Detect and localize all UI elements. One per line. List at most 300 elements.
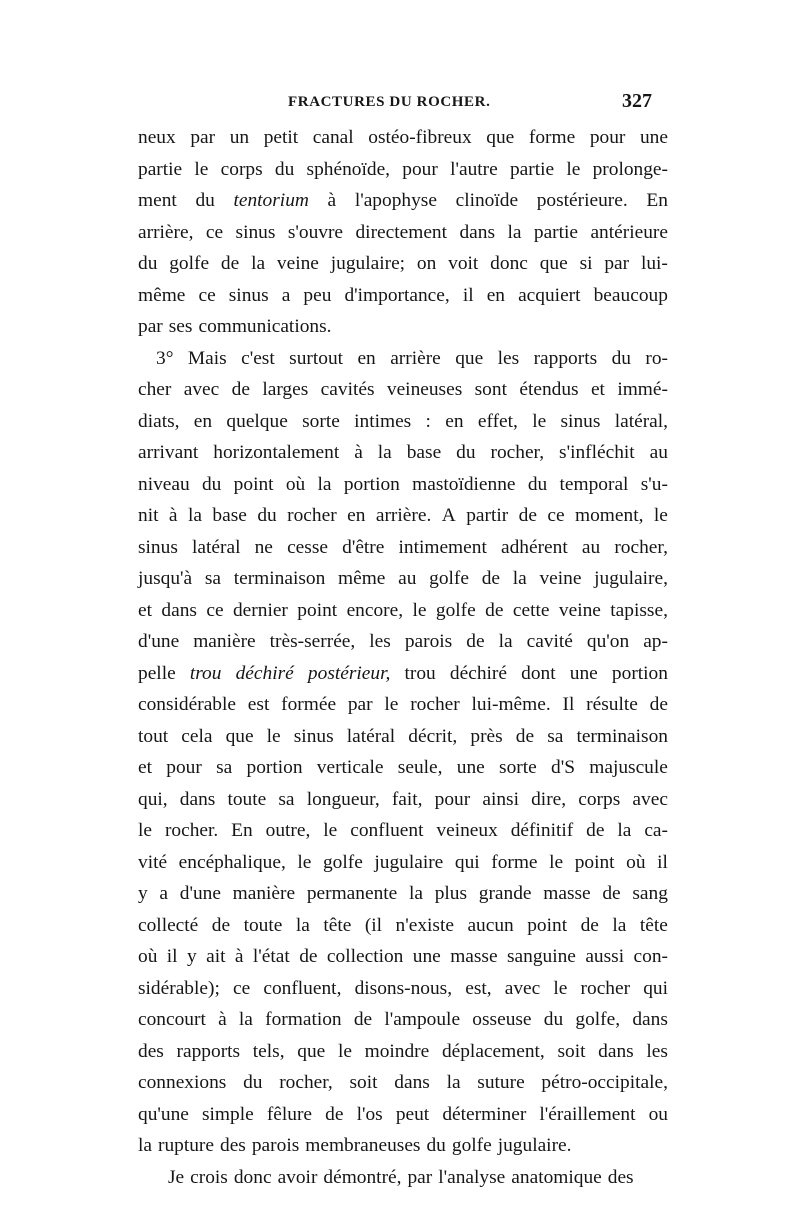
word: directement bbox=[355, 221, 448, 243]
word: avec bbox=[632, 788, 668, 810]
word: d'une bbox=[179, 883, 221, 904]
text-line bbox=[138, 721, 668, 753]
word: majuscule bbox=[589, 757, 668, 778]
word: mastoïdienne bbox=[412, 473, 516, 495]
word: peu bbox=[303, 284, 332, 306]
word: sinus bbox=[228, 284, 269, 306]
word: de bbox=[466, 631, 485, 652]
word: ait bbox=[206, 946, 226, 967]
word: des bbox=[138, 1040, 164, 1062]
word: déchiré bbox=[449, 662, 507, 684]
word: sidérable); bbox=[138, 977, 220, 999]
word: prolonge- bbox=[592, 158, 668, 180]
word: seule, bbox=[397, 757, 443, 778]
word: dans bbox=[161, 599, 197, 621]
word: le bbox=[194, 158, 209, 180]
word: 3° bbox=[156, 347, 174, 369]
word: verticale bbox=[316, 757, 384, 778]
text-line bbox=[138, 1004, 668, 1036]
word: ce bbox=[206, 599, 224, 621]
word: la bbox=[238, 1009, 253, 1030]
word: où bbox=[138, 946, 158, 967]
word: neux bbox=[138, 127, 176, 148]
word: le bbox=[549, 851, 564, 873]
text-line bbox=[138, 1130, 668, 1162]
word: a bbox=[281, 284, 291, 306]
word: partie bbox=[138, 158, 183, 180]
word: du bbox=[201, 473, 222, 495]
word: au bbox=[398, 568, 417, 589]
word: terminaison bbox=[576, 725, 668, 747]
word: latéral bbox=[192, 536, 241, 558]
word: que bbox=[486, 127, 515, 148]
word: on bbox=[416, 253, 437, 274]
word: encore, bbox=[346, 599, 404, 621]
word: de bbox=[649, 694, 668, 715]
word: postérieure. bbox=[536, 190, 628, 211]
word: très-serrée, bbox=[269, 631, 356, 652]
text-line bbox=[138, 595, 668, 627]
word: acquiert bbox=[518, 284, 581, 306]
word: la bbox=[617, 820, 632, 841]
word: s'infléchit bbox=[559, 442, 635, 463]
word: résulte bbox=[586, 694, 638, 715]
word: de bbox=[485, 599, 504, 621]
word: et bbox=[138, 757, 152, 778]
word: ce bbox=[547, 505, 565, 526]
word: à bbox=[234, 946, 244, 967]
word: rapports bbox=[533, 347, 598, 369]
word: il bbox=[462, 284, 474, 306]
word: rocher. bbox=[164, 820, 219, 841]
word: diats, bbox=[138, 410, 180, 432]
word: de bbox=[586, 820, 605, 841]
word: en bbox=[486, 284, 505, 306]
word: de bbox=[299, 946, 318, 967]
word: en bbox=[445, 410, 464, 432]
word: donc bbox=[233, 1166, 272, 1188]
word: ment bbox=[138, 190, 177, 211]
word: du bbox=[138, 253, 158, 274]
word: c'est bbox=[241, 347, 275, 369]
word: sinus bbox=[293, 725, 334, 747]
word: lui- bbox=[640, 253, 668, 274]
text-line bbox=[138, 185, 668, 217]
word: par bbox=[138, 316, 163, 337]
word: veine bbox=[558, 599, 601, 621]
word: dans bbox=[459, 221, 495, 243]
word: peut bbox=[395, 1103, 430, 1125]
word: temporal bbox=[559, 473, 629, 495]
word: pour bbox=[166, 757, 202, 778]
word: dire, bbox=[531, 788, 567, 810]
word: cette bbox=[512, 599, 550, 621]
word: l'analyse bbox=[438, 1166, 506, 1188]
word: il bbox=[657, 851, 668, 873]
word: dans bbox=[394, 1072, 430, 1093]
word: ap- bbox=[643, 631, 668, 652]
word: de bbox=[518, 505, 537, 526]
word: de bbox=[220, 253, 240, 274]
word: près bbox=[470, 725, 503, 747]
word: nit bbox=[138, 505, 159, 526]
word: ce bbox=[205, 221, 224, 243]
word: au bbox=[649, 442, 668, 463]
word: l'apophyse bbox=[354, 190, 437, 211]
word: quelque bbox=[226, 410, 288, 432]
word: collection bbox=[326, 946, 404, 967]
word: moindre bbox=[364, 1040, 430, 1062]
word: rocher, bbox=[490, 442, 545, 463]
word: masse bbox=[450, 946, 498, 967]
word: où bbox=[626, 851, 646, 873]
word: pour bbox=[589, 127, 626, 148]
word: outre, bbox=[265, 820, 311, 841]
word: arrière. bbox=[375, 505, 432, 526]
word: partie bbox=[533, 221, 579, 243]
word: dont bbox=[521, 662, 556, 684]
word: rocher, bbox=[614, 536, 668, 558]
word: tête bbox=[639, 914, 668, 936]
word: le bbox=[266, 725, 281, 747]
word: au bbox=[581, 536, 601, 558]
word: cesse bbox=[287, 536, 328, 558]
text-line bbox=[138, 878, 668, 910]
word: postérieur, bbox=[307, 662, 391, 684]
word: de bbox=[231, 379, 250, 400]
word: corps bbox=[220, 158, 263, 180]
word: rocher bbox=[410, 694, 460, 715]
word: de bbox=[353, 1009, 373, 1030]
word: où bbox=[285, 473, 306, 495]
word: petit bbox=[263, 127, 299, 148]
word: dernier bbox=[232, 599, 288, 621]
word: le bbox=[566, 158, 581, 180]
text-line bbox=[138, 122, 668, 154]
word: la bbox=[498, 631, 513, 652]
word: d'importance, bbox=[344, 284, 450, 306]
word: base bbox=[212, 505, 247, 526]
word: clinoïde bbox=[455, 190, 519, 211]
word: qui, bbox=[138, 788, 168, 810]
word: l'os bbox=[356, 1103, 383, 1125]
word: des bbox=[220, 1135, 246, 1156]
word: de bbox=[481, 568, 501, 589]
word: une bbox=[456, 757, 485, 778]
word: à bbox=[218, 1009, 227, 1030]
word: d'S bbox=[551, 757, 575, 778]
word: jugulaire bbox=[374, 851, 444, 873]
word: est bbox=[247, 694, 270, 715]
text-line bbox=[138, 280, 668, 312]
word: veine bbox=[276, 253, 319, 274]
word: du bbox=[611, 347, 631, 369]
word: jugulaire. bbox=[497, 1135, 572, 1156]
word: du bbox=[456, 442, 476, 463]
text-line bbox=[138, 752, 668, 784]
word: à bbox=[354, 442, 363, 463]
word: ne bbox=[254, 536, 273, 558]
word: de bbox=[325, 1103, 344, 1125]
word: toute bbox=[227, 788, 267, 810]
text-line bbox=[138, 941, 668, 973]
word: pour bbox=[402, 158, 438, 180]
text-line bbox=[138, 469, 668, 501]
word: intimes bbox=[354, 410, 412, 432]
text-line bbox=[138, 847, 668, 879]
text-line bbox=[138, 563, 668, 595]
word: que bbox=[539, 253, 568, 274]
word: que bbox=[455, 347, 484, 369]
word: avoir bbox=[277, 1166, 318, 1188]
word: portion bbox=[246, 757, 303, 778]
word: ce bbox=[198, 284, 216, 306]
word: par bbox=[190, 127, 216, 148]
word: sa bbox=[204, 568, 221, 589]
word: tentorium bbox=[233, 190, 309, 211]
word: d'être bbox=[342, 536, 385, 558]
word: en bbox=[357, 347, 376, 369]
text-line bbox=[138, 437, 668, 469]
word: tête bbox=[323, 914, 352, 936]
text-line bbox=[138, 784, 668, 816]
text-line bbox=[138, 1099, 668, 1131]
word: déterminer bbox=[442, 1103, 527, 1125]
word: (il bbox=[364, 914, 383, 936]
word: ostéo-fibreux bbox=[368, 127, 472, 148]
text-line bbox=[138, 500, 668, 532]
word: Mais bbox=[187, 347, 227, 369]
text-line bbox=[138, 689, 668, 721]
word: l'état bbox=[252, 946, 290, 967]
word: golfe bbox=[435, 599, 476, 621]
word: rocher bbox=[287, 505, 337, 526]
word: la bbox=[512, 568, 527, 589]
word: dans bbox=[179, 788, 216, 810]
word: vité bbox=[138, 851, 168, 873]
word: point bbox=[527, 914, 568, 936]
word: masse bbox=[543, 883, 591, 904]
word: donc bbox=[490, 253, 528, 274]
word: ro- bbox=[645, 347, 668, 369]
word: et bbox=[138, 599, 152, 621]
word: l'éraillement bbox=[539, 1103, 636, 1125]
word: sphénoïde, bbox=[306, 158, 391, 180]
word: sa bbox=[278, 788, 295, 810]
text-line bbox=[138, 1067, 668, 1099]
word: rocher bbox=[580, 977, 631, 999]
word: de bbox=[211, 914, 231, 936]
word: la bbox=[317, 473, 332, 495]
word: d'une bbox=[138, 631, 180, 652]
text-line bbox=[138, 248, 668, 280]
word: niveau bbox=[138, 473, 190, 495]
word: le bbox=[532, 410, 547, 432]
text-line bbox=[138, 815, 668, 847]
word: étendus bbox=[519, 379, 579, 400]
word: les bbox=[497, 347, 520, 369]
word: des bbox=[607, 1166, 634, 1188]
word: soit bbox=[557, 1040, 586, 1062]
word: avec bbox=[504, 977, 541, 999]
word: rapports bbox=[176, 1040, 241, 1062]
word: communications. bbox=[198, 316, 332, 337]
word: A bbox=[441, 505, 456, 526]
word: du bbox=[426, 1135, 446, 1156]
text-line bbox=[138, 1036, 668, 1068]
word: pétro-occipitale, bbox=[541, 1072, 668, 1093]
word: une bbox=[639, 127, 668, 148]
word: forme bbox=[528, 127, 576, 148]
word: cavité bbox=[526, 631, 573, 652]
word: le bbox=[384, 694, 399, 715]
word: du bbox=[243, 1072, 263, 1093]
word: avec bbox=[183, 379, 220, 400]
word: une bbox=[412, 946, 441, 967]
word: ce bbox=[232, 977, 251, 999]
word: qu'on bbox=[586, 631, 630, 652]
word: sont bbox=[474, 379, 507, 400]
word: ca- bbox=[644, 820, 668, 841]
word: canal bbox=[312, 127, 354, 148]
word: membraneuses bbox=[305, 1135, 421, 1156]
text-line bbox=[138, 374, 668, 406]
word: les bbox=[646, 1040, 668, 1062]
word: a bbox=[159, 883, 169, 904]
word: en bbox=[193, 410, 213, 432]
word: confluent, bbox=[263, 977, 342, 999]
word: par bbox=[604, 253, 630, 274]
word: toute bbox=[243, 914, 283, 936]
word: sorte bbox=[499, 757, 537, 778]
word: disons-nous, bbox=[354, 977, 453, 999]
word: y bbox=[138, 883, 148, 904]
word: s'ouvre bbox=[287, 221, 344, 243]
word: ses bbox=[168, 316, 193, 337]
word: arrivant bbox=[138, 442, 199, 463]
word: antérieure bbox=[590, 221, 668, 243]
word: surtout bbox=[289, 347, 344, 369]
word: du bbox=[195, 190, 215, 211]
word: golfe bbox=[322, 851, 363, 873]
word: partir bbox=[466, 505, 509, 526]
word: manière bbox=[232, 883, 296, 904]
word: permanente bbox=[306, 883, 398, 904]
word: parois bbox=[404, 631, 453, 652]
word: encéphalique, bbox=[178, 851, 286, 873]
word: adhérent bbox=[500, 536, 568, 558]
word: du bbox=[257, 505, 277, 526]
word: : bbox=[425, 410, 431, 432]
word: beaucoup bbox=[593, 284, 668, 306]
word: cher bbox=[138, 379, 172, 400]
word: point bbox=[297, 599, 338, 621]
word: moment, bbox=[575, 505, 644, 526]
word: décrit, bbox=[408, 725, 458, 747]
word: immé- bbox=[617, 379, 668, 400]
word: la bbox=[446, 1072, 461, 1093]
word: connexions bbox=[138, 1072, 227, 1093]
word: la bbox=[138, 1135, 152, 1156]
word: déchiré bbox=[235, 662, 294, 684]
word: aussi bbox=[585, 946, 625, 967]
word: de bbox=[580, 914, 599, 936]
word: intimement bbox=[398, 536, 487, 558]
word: partie bbox=[509, 158, 555, 180]
word: arrière bbox=[390, 347, 441, 369]
page-number: 327 bbox=[622, 90, 652, 112]
text-line bbox=[138, 343, 668, 375]
word: sinus bbox=[138, 536, 178, 558]
word: qui bbox=[454, 851, 480, 873]
word: En bbox=[231, 820, 253, 841]
word: tout bbox=[138, 725, 169, 747]
word: plus bbox=[434, 883, 468, 904]
word: aucun bbox=[467, 914, 514, 936]
word: à bbox=[327, 190, 337, 211]
word: de bbox=[602, 883, 621, 904]
word: sorte bbox=[302, 410, 340, 432]
word: rocher, bbox=[279, 1072, 333, 1093]
word: qu'une bbox=[138, 1103, 189, 1125]
word: ainsi bbox=[482, 788, 519, 810]
word: que bbox=[297, 1040, 326, 1062]
word: latéral, bbox=[614, 410, 668, 432]
word: pour bbox=[434, 788, 471, 810]
word: rupture bbox=[158, 1135, 214, 1156]
word: les bbox=[369, 631, 391, 652]
text-line bbox=[138, 626, 668, 658]
text-line bbox=[138, 1162, 668, 1194]
word: golfe bbox=[429, 568, 469, 589]
text-line bbox=[138, 658, 668, 690]
word: l'autre bbox=[450, 158, 498, 180]
word: la bbox=[409, 883, 423, 904]
word: collecté bbox=[138, 914, 199, 936]
word: il bbox=[166, 946, 178, 967]
word: du bbox=[543, 1009, 564, 1030]
word: jusqu'à bbox=[138, 568, 193, 589]
word: veineuses bbox=[386, 379, 463, 400]
word: con- bbox=[633, 946, 668, 967]
word: par bbox=[407, 1166, 433, 1188]
word: ou bbox=[648, 1103, 668, 1125]
word: fait, bbox=[391, 788, 423, 810]
word: base bbox=[406, 442, 442, 463]
word: sinus bbox=[560, 410, 601, 432]
word: le bbox=[653, 505, 668, 526]
word: la bbox=[187, 505, 202, 526]
word: osseuse bbox=[472, 1009, 532, 1030]
word: jugulaire, bbox=[594, 568, 668, 589]
word: tels, bbox=[252, 1040, 285, 1062]
word: par bbox=[347, 694, 373, 715]
word: terminaison bbox=[233, 568, 326, 589]
word: que bbox=[225, 725, 254, 747]
word: manière bbox=[193, 631, 256, 652]
word: y bbox=[186, 946, 197, 967]
word: lui-même. bbox=[471, 694, 551, 715]
word: sanguine bbox=[506, 946, 576, 967]
word: corps bbox=[578, 788, 621, 810]
word: grande bbox=[478, 883, 532, 904]
word: cela bbox=[181, 725, 213, 747]
word: crois bbox=[190, 1166, 228, 1188]
word: est, bbox=[465, 977, 492, 999]
text-line bbox=[138, 973, 668, 1005]
word: dans bbox=[632, 1009, 668, 1030]
word: la bbox=[377, 442, 392, 463]
